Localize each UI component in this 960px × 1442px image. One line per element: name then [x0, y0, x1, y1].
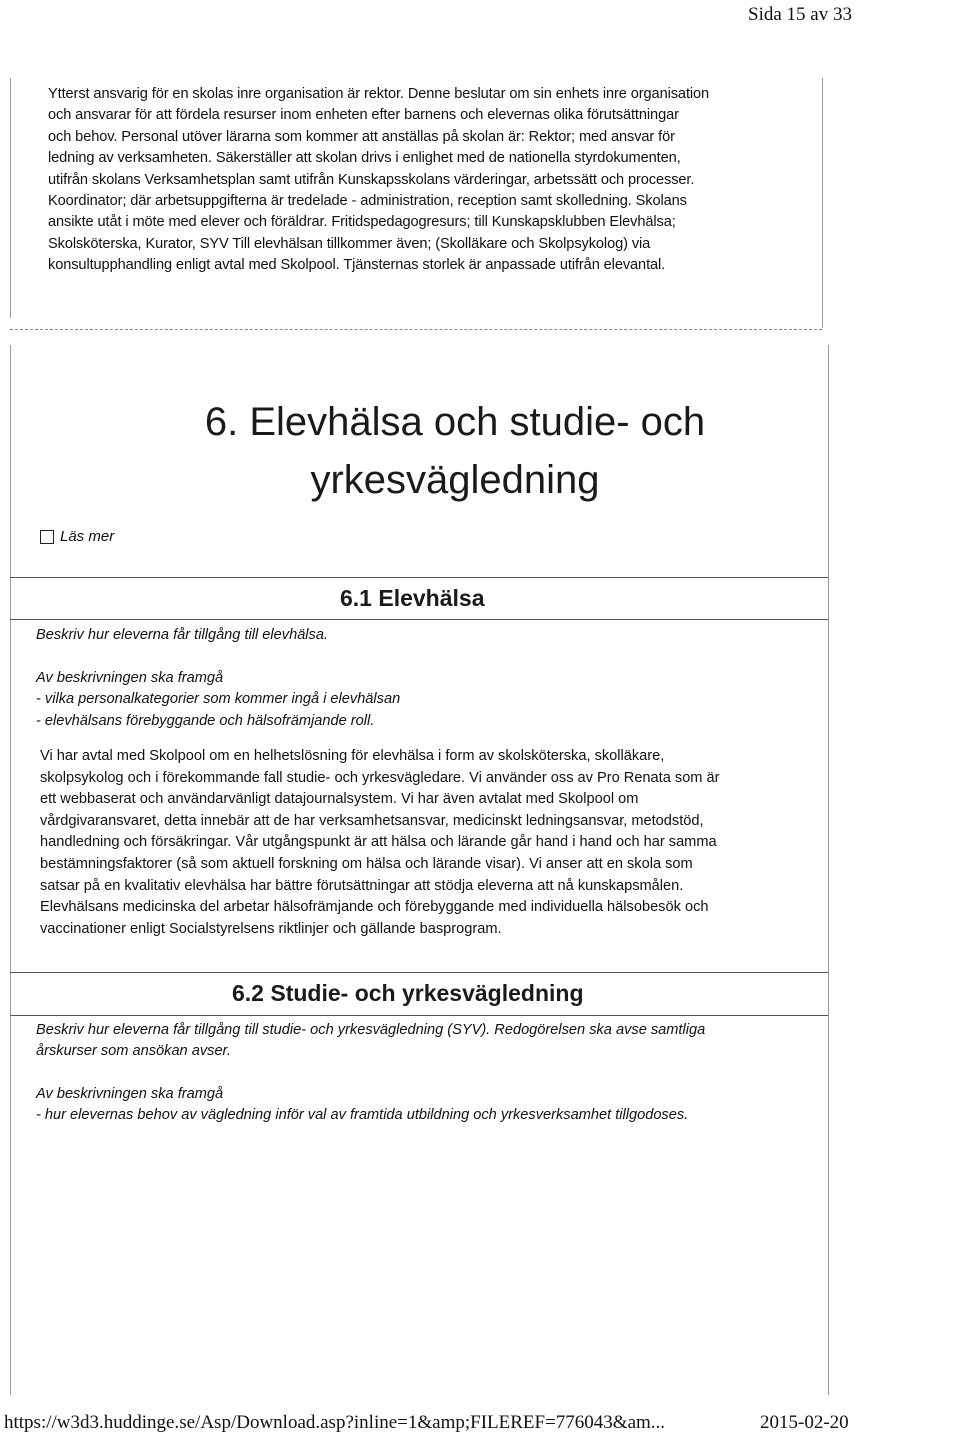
section-61-prompt: [36, 625, 328, 646]
intro-line: utifrån skolans Verksamhetsplan samt utifrån Kunskapsskolans värderingar, arbetssätt och processer.: [48, 171, 695, 188]
guidance-line: - vilka personalkategorier som kommer ingå i elevhälsan: [36, 691, 401, 708]
answer-line: satsar på en kvalitativ elevhälsa har bättre förutsättningar att stödja eleverna att nå kunskapsmålen.: [40, 877, 684, 894]
section-62-prompt: [36, 1020, 705, 1063]
intro-line: Koordinator; där arbetsuppgifterna är tredelade - administration, reception samt skolledning. Skolans: [48, 193, 687, 210]
checkbox-icon[interactable]: [40, 530, 54, 544]
prompt-line: Beskriv hur eleverna får tillgång till studie- och yrkesvägledning (SYV). Redogörelsen ska avse samtliga: [36, 1022, 706, 1038]
intro-box-left-border: [10, 78, 11, 318]
prompt-line: Beskriv hur eleverna får tillgång till elevhälsa.: [36, 627, 329, 643]
prompt-line: årskurser som ansökan avser.: [36, 1043, 231, 1060]
section-62-heading: 6.2 Studie- och yrkesvägledning: [232, 980, 584, 1006]
intro-box-bottom-border: [10, 329, 822, 330]
intro-line: ledning av verksamheten. Säkerställer att skolan drivs i enlighet med de nationella styrdokumenten,: [48, 150, 681, 167]
section-61-top-rule: [10, 577, 828, 578]
answer-line: ett webbaserat och användarvänligt datajournalsystem. Vi har även avtalat med Skolpool om: [40, 791, 639, 808]
section-62-guidance: [36, 1084, 688, 1127]
read-more-label: Läs mer: [60, 528, 115, 545]
intro-paragraph: [48, 84, 818, 277]
answer-line: handledning och försäkringar. Vår utgångspunkt är att hälsa och lärande går hand i hand och har samma: [40, 834, 717, 851]
section-6-title: [40, 396, 870, 506]
section-61-answer: [40, 746, 720, 940]
guidance-line: Av beskrivningen ska framgå: [36, 1086, 224, 1102]
read-more-link[interactable]: [40, 528, 114, 545]
intro-line: och behov. Personal utöver lärarna som kommer att anställas på skolan är: Rektor; med ansvar för: [48, 128, 675, 145]
answer-line: Vi har avtal med Skolpool om en helhetslösning för elevhälsa i form av skolsköterska, skolläkare,: [40, 748, 665, 764]
page-number: Sida 15 av 33: [748, 4, 852, 25]
intro-line: Skolsköterska, Kurator, SYV Till elevhälsan tillkommer även; (Skolläkare och Skolpsykolog) via: [48, 235, 651, 252]
intro-line: och ansvarar för att fördela resurser inom enheten efter barnens och elevernas olika förutsättningar: [48, 107, 679, 124]
answer-line: vårdgivaransvaret, detta innebär att de har verksamhetsansvar, medicinskt ledningsansvar, metodstöd,: [40, 812, 704, 829]
answer-line: vaccinationer enligt Socialstyrelsens riktlinjer och gällande basprogram.: [40, 920, 502, 937]
intro-line: ansikte utåt i möte med elever och föräldrar. Fritidspedagogresurs; till Kunskapsklubben Elevhälsa;: [48, 214, 676, 231]
answer-line: bestämningsfaktorer (så som aktuell forskning om hälsa och lärande visar). Vi anser att en skola som: [40, 855, 693, 872]
intro-box-right-border: [822, 78, 823, 328]
guidance-line: - elevhälsans förebyggande och hälsofrämjande roll.: [36, 712, 375, 729]
intro-line: konsultupphandling enligt avtal med Skolpool. Tjänsternas storlek är anpassade utifrån elevantal.: [48, 257, 666, 274]
section-61-bottom-rule: [10, 619, 828, 620]
answer-line: Elevhälsans medicinska del arbetar hälsofrämjande och förebyggande med individuella hälsobesök och: [40, 899, 709, 916]
section-6-title-line1: 6. Elevhälsa och studie- och: [204, 400, 706, 444]
section-62-top-rule: [10, 972, 828, 973]
section-61-heading: 6.1 Elevhälsa: [340, 585, 485, 611]
intro-line: Ytterst ansvarig för en skolas inre organisation är rektor. Denne beslutar om sin enhets inre organisation: [48, 86, 710, 102]
section-62-bottom-rule: [10, 1015, 828, 1016]
guidance-line: Av beskrivningen ska framgå: [36, 670, 224, 686]
guidance-line: - hur elevernas behov av vägledning inför val av framtida utbildning och yrkesverksamhet tillgodoses.: [36, 1107, 689, 1124]
footer-url: https://w3d3.huddinge.se/Asp/Download.asp?inline=1&amp;FILEREF=776043&am...: [4, 1412, 666, 1433]
answer-line: skolpsykolog och i förekommande fall studie- och yrkesvägledare. Vi använder oss av Pro Renata som är: [40, 769, 720, 786]
footer-date: 2015-02-20: [760, 1412, 849, 1433]
section-6-title-line2: yrkesvägledning: [310, 458, 600, 502]
section-61-guidance: [36, 668, 400, 732]
section-frame-left-border: [10, 345, 11, 1395]
